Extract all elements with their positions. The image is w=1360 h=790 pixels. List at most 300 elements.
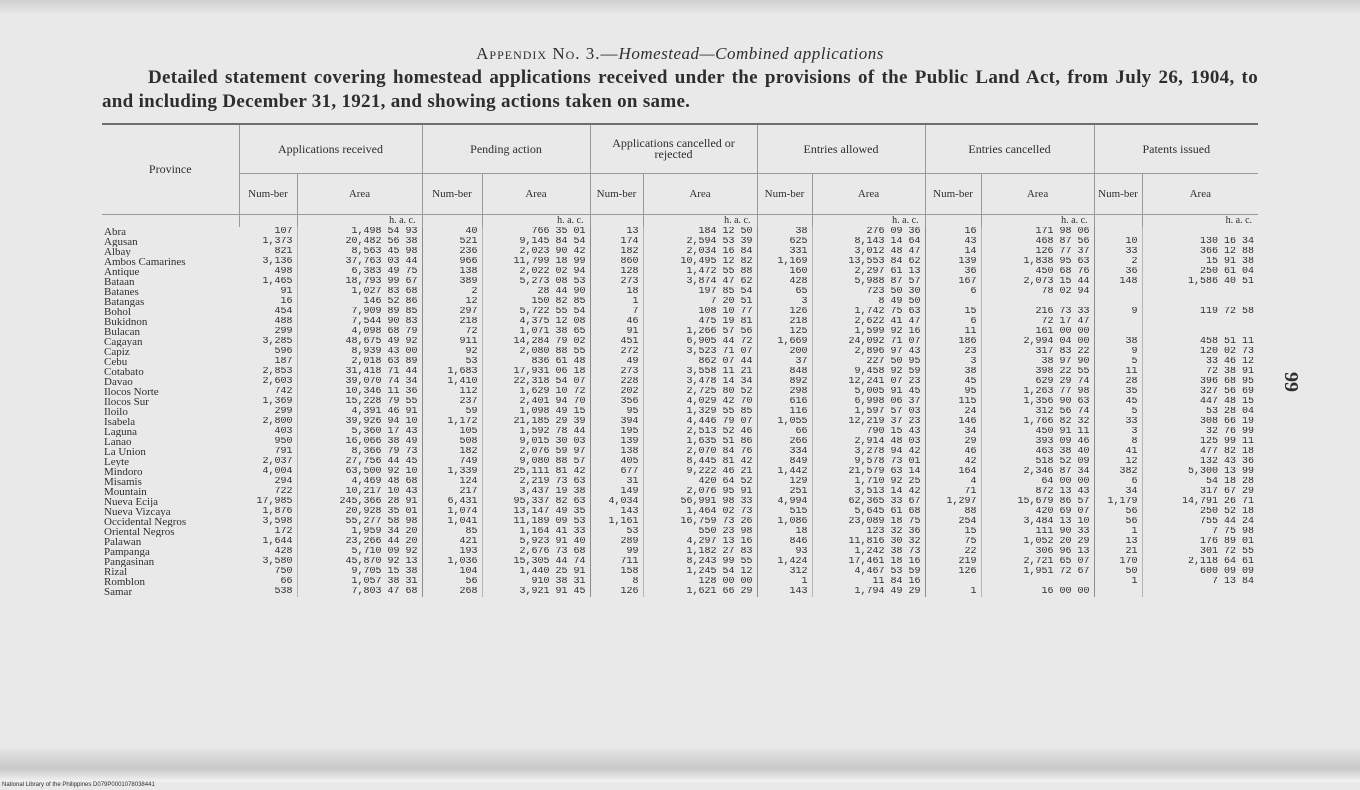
number-cell: 59 <box>422 407 482 417</box>
area-cell: 1,838 95 63 <box>981 257 1094 267</box>
number-cell: 2,853 <box>239 367 297 377</box>
number-cell: 21 <box>1094 547 1142 557</box>
area-cell: 4,446 79 07 <box>643 417 757 427</box>
group-header: Applications received <box>239 124 422 174</box>
number-cell: 18 <box>590 287 643 297</box>
number-cell: 4,004 <box>239 467 297 477</box>
number-cell: 266 <box>757 437 812 447</box>
province-name: Laguna <box>104 427 137 437</box>
number-cell: 498 <box>239 267 297 277</box>
table-row <box>102 447 1258 457</box>
number-cell: 454 <box>239 307 297 317</box>
area-cell: 24,092 71 07 <box>812 337 925 347</box>
number-cell: 42 <box>925 457 981 467</box>
area-cell: 11,816 30 32 <box>812 537 925 547</box>
homestead-applications-table <box>102 123 1258 597</box>
area-cell: 56,991 98 33 <box>643 497 757 507</box>
table-body <box>102 227 1258 597</box>
table-row <box>102 407 1258 417</box>
number-cell: 14 <box>925 247 981 257</box>
number-cell: 1,086 <box>757 517 812 527</box>
number-cell: 1 <box>1094 577 1142 587</box>
area-units-label: h. a. c. <box>1225 215 1253 226</box>
number-cell: 3,580 <box>239 557 297 567</box>
area-cell: 132 43 36 <box>1200 457 1255 467</box>
number-cell: 742 <box>239 387 297 397</box>
number-cell: 40 <box>422 227 482 237</box>
area-cell: 1,586 40 51 <box>1188 277 1255 287</box>
area-cell: 120 02 73 <box>1200 347 1255 357</box>
area-cell: 3,484 13 10 <box>981 517 1094 527</box>
number-cell: 2,603 <box>239 377 297 387</box>
province-name: Mountain <box>104 487 147 497</box>
area-cell: 10,217 10 43 <box>297 487 422 497</box>
area-cell: 197 85 54 <box>643 287 757 297</box>
number-cell <box>1094 327 1142 337</box>
area-cell: 3,921 91 45 <box>482 587 590 597</box>
number-cell: 508 <box>422 437 482 447</box>
number-cell: 23 <box>925 347 981 357</box>
statement-description: Detailed statement covering homestead applications received under the provisions of the Public Land Act, from July 26, 1904, to and including December 31, 1921, and showing actions taken on same. <box>102 67 1258 112</box>
province-name: Bulacan <box>104 327 141 337</box>
area-cell: 312 56 74 <box>981 407 1094 417</box>
area-cell: 2,076 95 91 <box>643 487 757 497</box>
number-cell: 172 <box>239 527 297 537</box>
number-cell: 9 <box>1094 347 1142 357</box>
number-cell: 138 <box>422 267 482 277</box>
area-cell: 450 68 76 <box>981 267 1094 277</box>
number-cell: 12 <box>422 297 482 307</box>
table-row <box>102 527 1258 537</box>
number-cell: 50 <box>1094 567 1142 577</box>
area-cell: 15,679 86 57 <box>981 497 1094 507</box>
area-cell: 8,366 79 73 <box>297 447 422 457</box>
number-cell: 273 <box>590 277 643 287</box>
area-cell: 64 00 00 <box>981 477 1094 487</box>
province-name: Iloilo <box>104 407 128 417</box>
area-cell: 28 44 90 <box>482 287 590 297</box>
number-cell: 1 <box>1094 527 1142 537</box>
number-cell: 1,055 <box>757 417 812 427</box>
number-cell: 126 <box>925 567 981 577</box>
area-cell <box>1142 287 1258 297</box>
number-cell: 138 <box>590 447 643 457</box>
area-cell: 39,070 74 34 <box>297 377 422 387</box>
area-column-header: Area <box>297 174 422 215</box>
number-cell: 124 <box>422 477 482 487</box>
number-cell: 6,431 <box>422 497 482 507</box>
number-cell: 28 <box>1094 377 1142 387</box>
area-cell: 27,756 44 45 <box>297 457 422 467</box>
number-cell: 18 <box>757 527 812 537</box>
area-cell: 5,273 08 53 <box>482 277 590 287</box>
number-cell: 6 <box>1094 477 1142 487</box>
area-cell: 5,988 87 57 <box>812 277 925 287</box>
number-cell: 1,172 <box>422 417 482 427</box>
number-cell: 1,169 <box>757 257 812 267</box>
area-cell: 1,440 25 91 <box>482 567 590 577</box>
area-cell: 32 76 99 <box>1206 427 1255 437</box>
number-cell: 167 <box>925 277 981 287</box>
number-cell: 35 <box>1094 387 1142 397</box>
number-cell: 128 <box>590 267 643 277</box>
number-cell: 750 <box>239 567 297 577</box>
area-cell: 3,012 48 47 <box>812 247 925 257</box>
area-cell: 9,458 92 59 <box>812 367 925 377</box>
table-row <box>102 227 1258 237</box>
area-cell: 227 50 95 <box>812 357 925 367</box>
number-column-header: Num-ber <box>422 174 482 215</box>
number-cell: 36 <box>925 267 981 277</box>
area-cell: 1,635 51 86 <box>643 437 757 447</box>
area-cell: 128 00 00 <box>643 577 757 587</box>
area-cell: 14,791 26 71 <box>1182 497 1255 507</box>
number-cell: 254 <box>925 517 981 527</box>
area-cell: 2,994 04 00 <box>981 337 1094 347</box>
area-cell: 33 46 12 <box>1206 357 1255 367</box>
number-cell: 16 <box>239 297 297 307</box>
area-cell: 5,710 09 92 <box>297 547 422 557</box>
number-cell: 3 <box>925 357 981 367</box>
table-row <box>102 437 1258 447</box>
appendix-title-emphasis: Homestead—Combined applications <box>618 44 884 63</box>
area-cell: 1,242 38 73 <box>812 547 925 557</box>
province-name: Davao <box>104 377 133 387</box>
number-cell: 99 <box>590 547 643 557</box>
area-cell: 250 52 18 <box>1200 507 1255 517</box>
area-units-label: h. a. c. <box>812 215 925 228</box>
area-cell: 17,461 18 16 <box>812 557 925 567</box>
number-cell: 521 <box>422 237 482 247</box>
number-cell: 860 <box>590 257 643 267</box>
area-cell: 9,080 88 57 <box>482 457 590 467</box>
area-cell: 48,675 49 92 <box>297 337 422 347</box>
area-cell: 245,366 28 91 <box>297 497 422 507</box>
number-cell: 711 <box>590 557 643 567</box>
area-cell: 10,495 12 82 <box>643 257 757 267</box>
area-cell: 119 72 58 <box>1200 307 1255 317</box>
number-cell <box>1094 287 1142 297</box>
area-cell: 1,599 92 16 <box>812 327 925 337</box>
number-cell: 29 <box>925 437 981 447</box>
number-cell: 251 <box>757 487 812 497</box>
table-row <box>102 357 1258 367</box>
number-cell: 93 <box>757 547 812 557</box>
number-cell: 16 <box>925 227 981 237</box>
area-cell: 25,111 81 42 <box>482 467 590 477</box>
number-cell: 22 <box>925 547 981 557</box>
area-cell: 4,469 48 68 <box>297 477 422 487</box>
area-cell: 250 61 04 <box>1200 267 1255 277</box>
area-cell: 790 15 43 <box>812 427 925 437</box>
area-cell: 16 00 00 <box>981 587 1094 597</box>
number-cell: 41 <box>1094 447 1142 457</box>
number-cell: 2,037 <box>239 457 297 467</box>
area-cell: 45,870 92 13 <box>297 557 422 567</box>
area-cell: 301 72 55 <box>1200 547 1255 557</box>
number-cell: 75 <box>925 537 981 547</box>
area-cell: 2,073 15 44 <box>981 277 1094 287</box>
number-cell: 125 <box>757 327 812 337</box>
province-name: Cagayan <box>104 337 143 347</box>
number-cell: 34 <box>925 427 981 437</box>
area-cell: 1,464 02 73 <box>643 507 757 517</box>
number-cell: 299 <box>239 407 297 417</box>
area-cell: 306 96 13 <box>981 547 1094 557</box>
number-cell: 515 <box>757 507 812 517</box>
number-cell: 389 <box>422 277 482 287</box>
number-cell: 45 <box>1094 397 1142 407</box>
area-cell: 2,721 65 07 <box>981 557 1094 567</box>
sub-header-row <box>102 174 1258 215</box>
area-cell: 12,219 37 23 <box>812 417 925 427</box>
number-cell: 202 <box>590 387 643 397</box>
number-cell: 538 <box>239 587 297 597</box>
province-name: Albay <box>104 247 131 257</box>
area-cell: 755 44 24 <box>1200 517 1255 527</box>
province-name: Mindoro <box>104 467 143 477</box>
area-cell: 5,645 61 68 <box>812 507 925 517</box>
number-cell: 268 <box>422 587 482 597</box>
number-cell: 218 <box>422 317 482 327</box>
table-row <box>102 507 1258 517</box>
area-cell: 8,143 14 64 <box>812 237 925 247</box>
number-cell: 126 <box>757 307 812 317</box>
number-cell: 1,465 <box>239 277 297 287</box>
area-cell: 171 98 06 <box>981 227 1094 237</box>
area-cell: 1,766 82 32 <box>981 417 1094 427</box>
number-cell: 13 <box>590 227 643 237</box>
province-name: Occidental Negros <box>104 517 187 527</box>
table-row <box>102 457 1258 467</box>
number-cell: 299 <box>239 327 297 337</box>
area-cell: 723 50 30 <box>812 287 925 297</box>
area-cell: 15,228 79 55 <box>297 397 422 407</box>
number-cell: 1,876 <box>239 507 297 517</box>
number-cell: 143 <box>757 587 812 597</box>
area-cell: 1,245 54 12 <box>643 567 757 577</box>
area-cell: 1,071 38 65 <box>482 327 590 337</box>
province-name: Bataan <box>104 277 135 287</box>
number-cell: 15 <box>925 307 981 317</box>
area-cell: 2,513 52 46 <box>643 427 757 437</box>
number-cell <box>1094 587 1142 597</box>
number-cell: 1 <box>925 587 981 597</box>
number-cell: 116 <box>757 407 812 417</box>
page-number: 99 <box>1280 372 1302 392</box>
table-row <box>102 517 1258 527</box>
number-cell: 24 <box>925 407 981 417</box>
number-cell: 31 <box>590 477 643 487</box>
area-cell: 396 68 95 <box>1200 377 1255 387</box>
province-name: Cotabato <box>104 367 144 377</box>
area-cell: 5,360 17 43 <box>297 427 422 437</box>
number-cell: 237 <box>422 397 482 407</box>
province-name: Pangasinan <box>104 557 155 567</box>
number-cell: 88 <box>925 507 981 517</box>
number-cell: 34 <box>1094 487 1142 497</box>
area-cell: 450 91 11 <box>981 427 1094 437</box>
area-cell: 8,939 43 00 <box>297 347 422 357</box>
area-cell: 72 17 47 <box>981 317 1094 327</box>
number-cell: 3,285 <box>239 337 297 347</box>
area-cell: 600 09 09 <box>1200 567 1255 577</box>
number-cell: 5 <box>1094 357 1142 367</box>
number-cell: 236 <box>422 247 482 257</box>
number-cell: 38 <box>1094 337 1142 347</box>
number-cell: 6 <box>925 287 981 297</box>
area-cell: 150 82 85 <box>482 297 590 307</box>
province-name: Lanao <box>104 437 132 447</box>
number-column-header: Num-ber <box>925 174 981 215</box>
area-cell: 7 13 84 <box>1212 577 1255 587</box>
number-cell: 65 <box>757 287 812 297</box>
number-cell: 4,034 <box>590 497 643 507</box>
number-cell: 1,041 <box>422 517 482 527</box>
province-name: Nueva Vizcaya <box>104 507 171 517</box>
area-cell: 8 49 50 <box>812 297 925 307</box>
number-cell: 356 <box>590 397 643 407</box>
area-cell: 39,926 94 10 <box>297 417 422 427</box>
group-header-row <box>102 124 1258 174</box>
number-cell <box>1094 297 1142 307</box>
province-name: Bukidnon <box>104 317 148 327</box>
province-name: Misamis <box>104 477 142 487</box>
number-cell: 749 <box>422 457 482 467</box>
number-cell: 193 <box>422 547 482 557</box>
area-cell: 5,923 91 40 <box>482 537 590 547</box>
area-cell: 2,023 90 42 <box>482 247 590 257</box>
number-cell: 200 <box>757 347 812 357</box>
area-cell: 126 77 37 <box>981 247 1094 257</box>
area-cell: 1,621 66 29 <box>643 587 757 597</box>
number-cell: 821 <box>239 247 297 257</box>
group-header: Entries allowed <box>757 124 925 174</box>
number-cell: 331 <box>757 247 812 257</box>
table-row <box>102 417 1258 427</box>
area-cell: 18,793 99 67 <box>297 277 422 287</box>
area-cell: 1,498 54 93 <box>297 227 422 237</box>
number-cell: 12 <box>1094 457 1142 467</box>
table-row <box>102 287 1258 297</box>
area-cell: 55,277 58 98 <box>297 517 422 527</box>
number-cell: 95 <box>590 407 643 417</box>
area-cell: 23,266 44 20 <box>297 537 422 547</box>
province-name: Romblon <box>104 577 145 587</box>
number-cell: 289 <box>590 537 643 547</box>
area-cell: 63,500 92 10 <box>297 467 422 477</box>
number-cell: 160 <box>757 267 812 277</box>
province-name: Batangas <box>104 297 145 307</box>
area-cell: 420 64 52 <box>643 477 757 487</box>
table-row <box>102 327 1258 337</box>
province-name: Agusan <box>104 237 138 247</box>
area-cell: 4,391 46 91 <box>297 407 422 417</box>
area-cell: 3,558 11 21 <box>643 367 757 377</box>
area-cell: 4,029 42 70 <box>643 397 757 407</box>
number-cell: 139 <box>925 257 981 267</box>
number-cell: 218 <box>757 317 812 327</box>
province-name: Ilocos Norte <box>104 387 159 397</box>
number-cell: 2,800 <box>239 417 297 427</box>
number-cell: 1,424 <box>757 557 812 567</box>
province-name: Ilocos Sur <box>104 397 149 407</box>
number-cell: 966 <box>422 257 482 267</box>
number-cell: 33 <box>1094 247 1142 257</box>
number-cell: 72 <box>422 327 482 337</box>
area-cell <box>1142 227 1258 237</box>
area-units-row <box>102 215 1258 228</box>
homestead-table-container <box>102 123 1258 597</box>
area-cell <box>1142 587 1258 597</box>
area-cell: 2,034 16 84 <box>643 247 757 257</box>
area-cell: 1,742 75 63 <box>812 307 925 317</box>
area-cell: 15,305 44 74 <box>482 557 590 567</box>
number-cell: 722 <box>239 487 297 497</box>
number-cell: 33 <box>1094 417 1142 427</box>
number-cell: 4,994 <box>757 497 812 507</box>
area-cell: 3,523 71 07 <box>643 347 757 357</box>
number-cell: 272 <box>590 347 643 357</box>
area-cell: 2,018 63 89 <box>297 357 422 367</box>
area-cell <box>981 577 1094 587</box>
number-cell: 677 <box>590 467 643 477</box>
area-cell: 2,896 97 43 <box>812 347 925 357</box>
number-column-header: Num-ber <box>590 174 643 215</box>
area-cell: 3,478 14 34 <box>643 377 757 387</box>
area-cell: 8,243 99 55 <box>643 557 757 567</box>
area-column-header: Area <box>812 174 925 215</box>
area-cell: 9,705 15 38 <box>297 567 422 577</box>
area-cell: 10,346 11 36 <box>297 387 422 397</box>
area-cell: 5,722 55 54 <box>482 307 590 317</box>
number-cell: 1,036 <box>422 557 482 567</box>
number-cell: 66 <box>757 427 812 437</box>
area-cell: 12,241 07 23 <box>812 377 925 387</box>
area-cell: 7 75 98 <box>1212 527 1255 537</box>
area-cell: 2,080 88 55 <box>482 347 590 357</box>
group-header: Patents issued <box>1094 124 1258 174</box>
area-cell: 1,164 41 33 <box>482 527 590 537</box>
area-cell: 14,284 79 02 <box>482 337 590 347</box>
number-cell: 143 <box>590 507 643 517</box>
number-cell: 139 <box>590 437 643 447</box>
area-cell: 7,544 90 83 <box>297 317 422 327</box>
area-cell: 1,263 77 98 <box>981 387 1094 397</box>
number-cell: 104 <box>422 567 482 577</box>
area-cell: 1,182 27 83 <box>643 547 757 557</box>
area-cell: 3,513 14 42 <box>812 487 925 497</box>
area-column-header: Area <box>981 174 1094 215</box>
area-cell: 11 84 16 <box>812 577 925 587</box>
area-cell: 1,959 34 20 <box>297 527 422 537</box>
province-name: Capiz <box>104 347 130 357</box>
area-cell: 1,592 78 44 <box>482 427 590 437</box>
page-bottom-shadow <box>0 748 1360 782</box>
number-cell: 4 <box>925 477 981 487</box>
number-cell: 8 <box>590 577 643 587</box>
area-cell: 1,597 57 03 <box>812 407 925 417</box>
table-row <box>102 427 1258 437</box>
number-cell: 107 <box>239 227 297 237</box>
province-name: Palawan <box>104 537 142 547</box>
area-cell: 13,553 84 62 <box>812 257 925 267</box>
number-cell: 892 <box>757 377 812 387</box>
number-cell: 403 <box>239 427 297 437</box>
area-cell: 2,070 84 76 <box>643 447 757 457</box>
table-row <box>102 557 1258 567</box>
number-cell: 92 <box>422 347 482 357</box>
